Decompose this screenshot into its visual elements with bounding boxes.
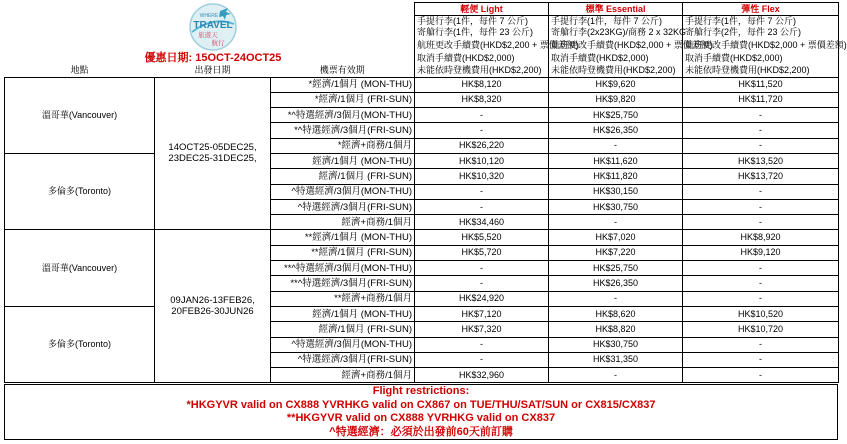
flex-price: - [683,108,839,123]
light-price: HK$32,960 [415,368,549,383]
light-price: - [415,184,549,199]
flex-price: - [683,184,839,199]
route-city: 多倫多(Toronto) [5,306,155,382]
flex-price: - [683,368,839,383]
essential-price: HK$26,350 [549,123,683,138]
header-departure: 出發日期 [155,64,271,77]
flex-price: HK$11,520 [683,77,839,92]
essential-rule-0: 手提行李(1件，每件 7 公斤) [549,16,683,28]
light-price: HK$5,720 [415,245,549,260]
essential-price: - [549,291,683,306]
flex-rule-0: 手提行李(1件，每件 7 公斤) [683,16,839,28]
flex-price: - [683,215,839,230]
logo-line1: WHERE TO [199,13,227,19]
essential-price: HK$11,620 [549,153,683,168]
essential-price: HK$30,750 [549,337,683,352]
route-city: 溫哥華(Vancouver) [5,77,155,153]
light-price: HK$7,120 [415,306,549,321]
essential-rule-2: 航班更改手續費(HKD$2,000 + 票價差額) [549,38,683,52]
validity-cell: 經濟+商務/1個月 [271,368,415,383]
light-price: HK$10,320 [415,169,549,184]
light-rule-2: 航班更改手續費(HKD$2,200 + 票價差額) [415,38,549,52]
essential-price: HK$8,820 [549,322,683,337]
light-price: HK$7,320 [415,322,549,337]
validity-cell: *經濟/1個月 (MON-THU) [271,77,415,92]
header-location: 地點 [5,64,155,77]
flex-price: HK$13,720 [683,169,839,184]
light-price: - [415,123,549,138]
flex-rule-1: 寄艙行李(2件，每件 23 公斤) [683,27,839,38]
validity-cell: **^特選經濟/3個月(FRI-SUN) [271,276,415,291]
logo-line4: 航行 [211,39,225,47]
light-price: - [415,199,549,214]
route-city: 溫哥華(Vancouver) [5,230,155,306]
flex-price: - [683,337,839,352]
flex-price: - [683,261,839,276]
promo-dates: 優惠日期: 15OCT-24OCT25 [144,51,282,64]
validity-cell: *經濟+商務/1個月 [271,138,415,153]
essential-price: HK$9,620 [549,77,683,92]
flex-price: - [683,276,839,291]
flex-price: HK$9,120 [683,245,839,260]
validity-cell: *^特選經濟/3個月(MON-THU) [271,108,415,123]
essential-price: HK$31,350 [549,352,683,367]
light-rule-3: 取消手續費(HKD$2,000) [415,52,549,64]
validity-cell: ^特選經濟/3個月(MON-THU) [271,337,415,352]
header-light: 輕便 Light [415,3,549,16]
essential-price: HK$8,620 [549,306,683,321]
logo-line2: TRAVEL [193,20,233,31]
essential-price: - [549,138,683,153]
light-price: HK$8,320 [415,92,549,107]
table-row [5,230,839,245]
flex-price: - [683,352,839,367]
flex-price: HK$10,520 [683,306,839,321]
essential-rule-3: 取消手續費(HKD$2,000) [549,52,683,64]
flex-price: HK$11,720 [683,92,839,107]
restriction-line-2: **HKGYVR valid on CX888 YVRHKG valid on CX837 [286,412,556,424]
essential-price: HK$26,350 [549,276,683,291]
light-rule-1: 寄艙行李(1件，每件 23 公斤) [415,27,549,38]
fare-table [4,2,847,383]
restrictions-title: Flight restrictions: [372,385,470,397]
light-price: HK$26,220 [415,138,549,153]
light-price: HK$24,920 [415,291,549,306]
validity-cell: 經濟/1個月 (FRI-SUN) [271,169,415,184]
essential-price: HK$11,820 [549,169,683,184]
departure-period: 09JAN26-13FEB26, 20FEB26-30JUN26 [155,230,271,383]
light-rule-0: 手提行李(1件，每件 7 公斤) [415,16,549,28]
table-row [5,306,839,321]
essential-price: - [549,368,683,383]
essential-price: - [549,215,683,230]
light-price: HK$8,120 [415,77,549,92]
validity-cell: **^特選經濟/3個月(MON-THU) [271,261,415,276]
validity-cell: **經濟/1個月 (FRI-SUN) [271,245,415,260]
validity-cell: ^特選經濟/3個月(MON-THU) [271,184,415,199]
light-price: HK$34,460 [415,215,549,230]
header-flex: 彈性 Flex [683,3,839,16]
light-price: - [415,352,549,367]
table-row [5,153,839,168]
flex-price: HK$8,920 [683,230,839,245]
validity-cell: 經濟/1個月 (MON-THU) [271,306,415,321]
validity-cell: **經濟+商務/1個月 [271,291,415,306]
essential-price: HK$30,750 [549,199,683,214]
validity-cell: ^特選經濟/3個月(FRI-SUN) [271,352,415,367]
light-rule-4: 未能依時登機費用(HKD$2,200) [415,64,549,77]
route-city: 多倫多(Toronto) [5,153,155,229]
light-price: HK$5,520 [415,230,549,245]
flex-price: - [683,291,839,306]
restriction-line-3: ^特選經濟：必須於出發前60天前訂購 [329,425,513,438]
flex-price: - [683,138,839,153]
light-price: HK$10,120 [415,153,549,168]
header-validity: 機票有效期 [271,64,415,77]
logo-line3: 旅遊天 [198,31,218,39]
validity-cell: ^特選經濟/3個月(FRI-SUN) [271,199,415,214]
essential-price: HK$30,150 [549,184,683,199]
flex-rule-3: 取消手續費(HKD$2,000) [683,52,839,64]
light-price: - [415,108,549,123]
validity-cell: **經濟/1個月 (MON-THU) [271,230,415,245]
essential-rule-4: 未能依時登機費用(HKD$2,200) [549,64,683,77]
essential-price: HK$25,750 [549,261,683,276]
light-price: - [415,276,549,291]
validity-cell: *^特選經濟/3個月(FRI-SUN) [271,123,415,138]
flex-price: HK$10,720 [683,322,839,337]
light-price: - [415,337,549,352]
flight-restrictions [4,384,838,440]
departure-period: 14OCT25-05DEC25, 23DEC25-31DEC25, [155,77,271,230]
flex-price: - [683,199,839,214]
restriction-line-1: *HKGYVR valid on CX888 YVRHKG valid on CX867 on TUE/THU/SAT/SUN or CX815/CX837 [186,398,656,411]
validity-cell: *經濟/1個月 (FRI-SUN) [271,92,415,107]
table-row [5,77,839,92]
flex-price: HK$13,520 [683,153,839,168]
essential-price: HK$25,750 [549,108,683,123]
header-essential: 標準 Essential [549,3,683,16]
essential-price: HK$7,020 [549,230,683,245]
flex-rule-2: 航班更改手續費(HKD$2,000 + 票價差額) [683,38,839,52]
flex-price: - [683,123,839,138]
flex-rule-4: 未能依時登機費用(HKD$2,200) [683,64,839,77]
essential-price: HK$7,220 [549,245,683,260]
validity-cell: 經濟/1個月 (MON-THU) [271,153,415,168]
essential-price: HK$9,820 [549,92,683,107]
validity-cell: 經濟/1個月 (FRI-SUN) [271,322,415,337]
light-price: - [415,261,549,276]
essential-rule-1: 寄艙行李(2x23KG)/商務 2 x 32KG [549,27,683,38]
validity-cell: 經濟+商務/1個月 [271,215,415,230]
